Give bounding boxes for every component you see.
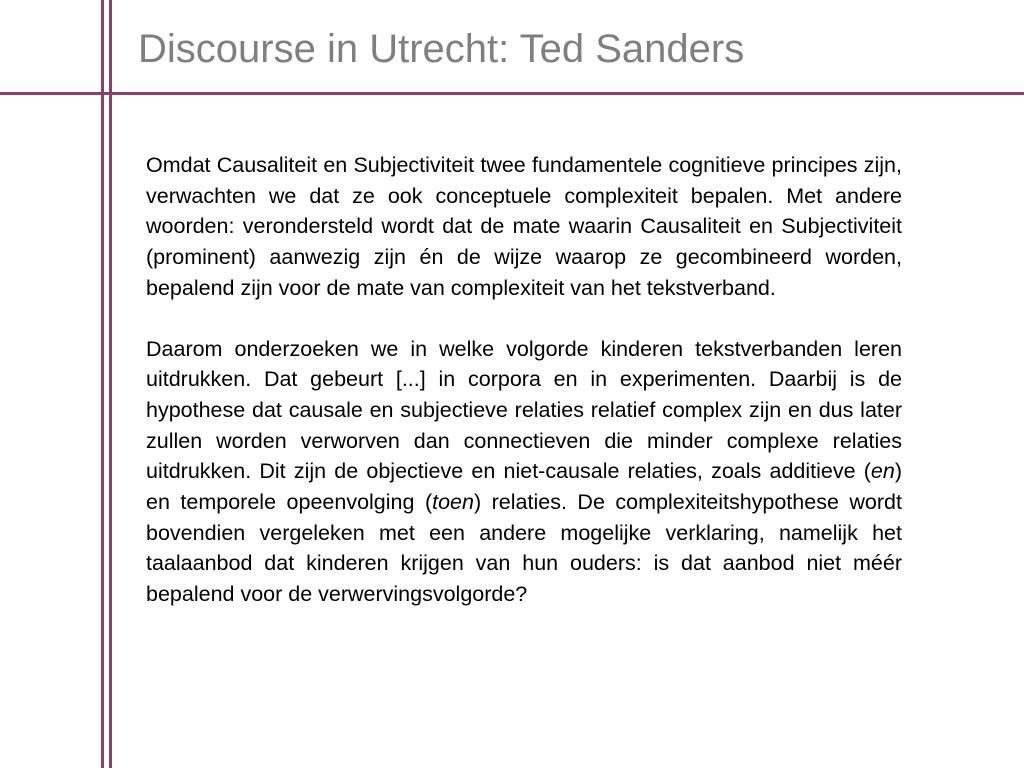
paragraph-2 [146, 334, 902, 610]
paragraph-2-part-2: ) en temporele opeenvolging ( [146, 459, 902, 515]
slide-title: Discourse in Utrecht: Ted Sanders [138, 27, 745, 71]
paragraph-2-part-3: ) relaties. De complexiteitshypothese wordt bovendien vergeleken met een andere mogelijke verklaring, namelijk het taalaanbod dat kinderen krijgen van hun ouders: is dat aanbod niet méér bepalend voor de verwervingsvolgorde? [146, 490, 902, 607]
connective-en: en [870, 459, 895, 484]
paragraph-2-part-1: Daarom onderzoeken we in welke volgorde kinderen tekstverbanden leren uitdrukken. Dat gebeurt [...] in corpora en in experimenten. Daarbij is de hypothese dat causale en subjectieve relaties relatief complex zijn en dus later zullen worden verworven dan connectieven die minder complexe relaties uitdrukken. Dit zijn de objectieve en niet-causale relaties, zoals additieve ( [146, 336, 902, 484]
vertical-accent-line-right [109, 0, 112, 768]
vertical-accent-line-left [101, 0, 104, 768]
horizontal-accent-line [0, 92, 1024, 95]
paragraph-1: Omdat Causaliteit en Subjectiviteit twee fundamentele cognitieve principes zijn, verwachten we dat ze ook conceptuele complexiteit bepalen. Met andere woorden: verondersteld wordt dat de mate waarin Causaliteit en Subjectiviteit (prominent) aanwezig zijn én de wijze waarop ze gecombineerd worden, bepalend zijn voor de mate van complexiteit van het tekstverband. [146, 153, 902, 300]
connective-toen: toen [432, 490, 474, 515]
slide-body [146, 150, 902, 610]
